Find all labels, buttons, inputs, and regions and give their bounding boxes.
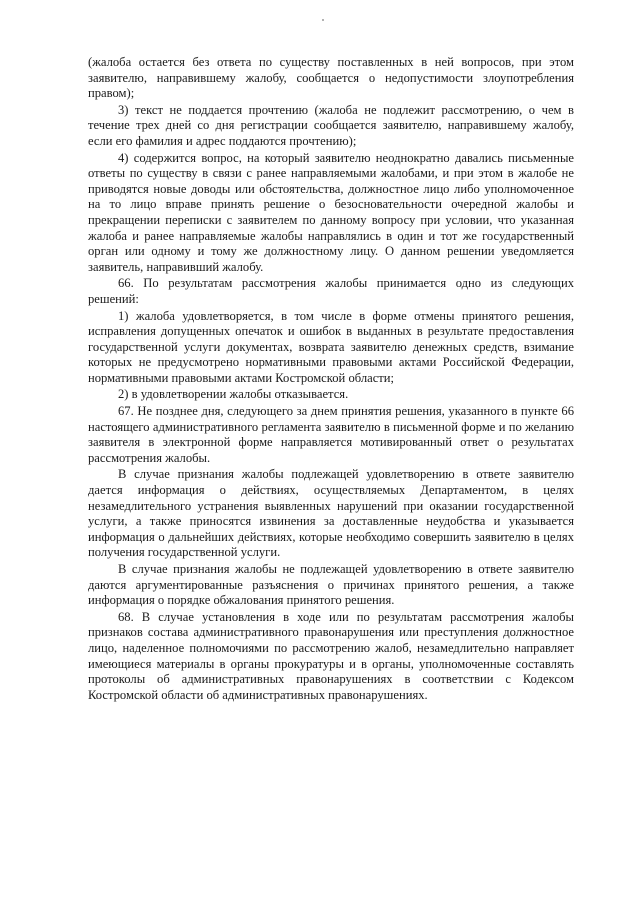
paragraph-complaint-rejected: В случае признания жалобы не подлежащей удовлетворению в ответе заявителю даются аргументированные разъяснения о причинах принятого решения, а также информация о порядке обжалования принятого решения. (88, 562, 574, 608)
paragraph-clause-66: 66. По результатам рассмотрения жалобы принимается одно из следующих решений: (88, 276, 574, 306)
paragraph-item-3: 3) текст не поддается прочтению (жалоба не подлежит рассмотрению, о чем в течение трех дней со дня регистрации сообщается заявителю, направившему жалобу, если его фамилия и адрес поддаются прочтению); (88, 102, 574, 148)
paragraph-decision-1: 1) жалоба удовлетворяется, в том числе в форме отмены принятого решения, исправления допущенных опечаток и ошибок в выданных в результате предоставления государственной услуги документах, возврата заявителю денежных средств, взимание которых не предусмотрено нормативными правовыми актами Российской Федерации, нормативными правовыми актами Костромской области; (88, 308, 574, 385)
scan-speck (322, 19, 324, 21)
paragraph-decision-2: 2) в удовлетворении жалобы отказывается. (118, 387, 349, 402)
paragraph-clause-67: 67. Не позднее дня, следующего за днем принятия решения, указанного в пункте 66 настоящего административного регламента заявителю в письменной форме и по желанию заявителя в электронной форме направляется мотивированный ответ о результатах рассмотрения жалобы. (88, 404, 574, 465)
paragraph-complaint-left-unanswered: (жалоба остается без ответа по существу поставленных в ней вопросов, при этом заявителю, направившему жалобу, сообщается о недопустимости злоупотребления правом); (88, 55, 574, 101)
paragraph-item-4: 4) содержится вопрос, на который заявителю неоднократно давались письменные ответы по существу в связи с ранее направляемыми жалобами, и при этом в жалобе не приводятся новые доводы или обстоятельства, должностное лицо либо уполномоченное на то лицо вправе принять решение о безосновательности очередной жалобы и прекращении переписки с заявителем по данному вопросу при условии, что указанная жалоба и ранее направляемые жалобы направлялись в один и тот же государственный орган или одному и тому же должностному лицу. О данном решении уведомляется заявитель, направивший жалобу. (88, 150, 574, 274)
paragraph-complaint-satisfied: В случае признания жалобы подлежащей удовлетворению в ответе заявителю дается информация о действиях, осуществляемых Департаментом, в целях незамедлительного устранения выявленных нарушений при оказании государственной услуги, а также приносятся извинения за доставленные неудобства и указывается информация о дальнейших действиях, которые необходимо совершить заявителю в целях получения государственной услуги. (88, 467, 574, 560)
document-body (88, 55, 574, 704)
paragraph-clause-68: 68. В случае установления в ходе или по результатам рассмотрения жалобы признаков состава административного правонарушения или преступления должностное лицо, наделенное полномочиями по рассмотрению жалоб, незамедлительно направляет имеющиеся материалы в органы прокуратуры и в органы, уполномоченные составлять протоколы об административных правонарушениях в соответствии с Кодексом Костромской области об административных правонарушениях. (88, 609, 574, 702)
